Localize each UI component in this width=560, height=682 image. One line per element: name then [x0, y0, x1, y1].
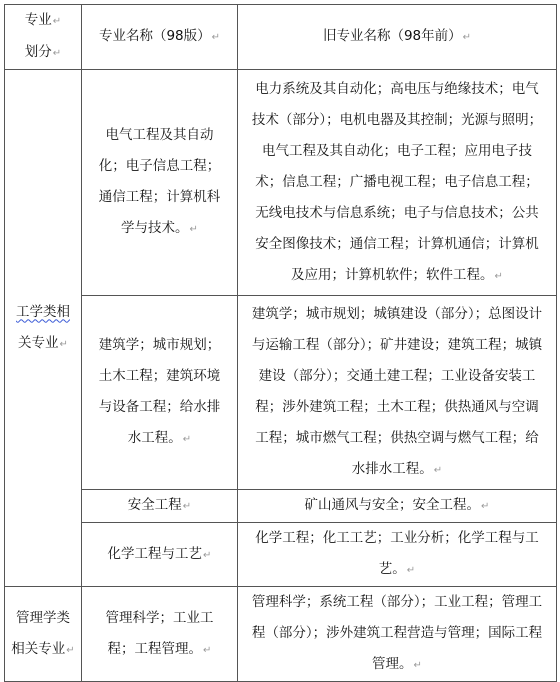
category-line: 管理学类 [16, 609, 70, 626]
text-line: 电力系统及其自动化；高电压与绝缘技术；电气 [255, 80, 539, 97]
text-line: 程；工程管理。↵ [107, 640, 212, 657]
text-line: 通信工程；计算机科 [98, 189, 221, 205]
text-line: 无线电技术与信息系统；电子与信息技术；公共 [255, 204, 539, 221]
text-line: 建设（部分）；交通土建工程；工业设备安装工 [258, 368, 536, 384]
category-line: 工学类相 [16, 303, 70, 320]
old-major-cell: 矿山通风与安全；安全工程。↵ [238, 490, 557, 523]
text-line: 程；涉外建筑工程；土木工程；供热通风与空调 [255, 399, 539, 415]
text-line: 水排水工程。↵ [351, 461, 443, 477]
new-major-cell [82, 70, 238, 296]
text-line: 艺。↵ [378, 561, 416, 577]
text-line: 程（部分）；涉外建筑工程营造与管理；国际工程 [251, 625, 543, 641]
text-line: 建筑学；城市规划； [98, 337, 221, 353]
old-major-cell [238, 296, 557, 490]
category-cell-management [5, 587, 82, 682]
text-line: 化；电子信息工程； [98, 158, 221, 174]
old-major-cell [238, 587, 557, 682]
new-major-cell: 化学工程与工艺↵ [82, 523, 238, 587]
header-category-line: 划分↵ [24, 44, 62, 60]
old-major-cell [238, 523, 557, 587]
header-new-name-cell: 专业名称（98版）↵ [82, 5, 238, 70]
major-comparison-table [4, 4, 557, 682]
text-line: 工程；城市燃气工程；供热空调与燃气工程；给 [255, 430, 539, 446]
table-row [5, 70, 557, 296]
text-line: 管理科学；系统工程（部分）；工业工程；管理工 [251, 594, 543, 610]
text-line: 电气工程及其自动化；电子工程；应用电子技 [262, 142, 532, 159]
text-line: 安全图像技术；通信工程；计算机通信；计算机 [255, 235, 539, 252]
header-row [5, 5, 557, 70]
category-line: 关专业↵ [18, 334, 68, 351]
text-line: 及应用；计算机软件；软件工程。↵ [291, 266, 503, 283]
text-line: 管理。↵ [372, 656, 422, 672]
header-category-cell [5, 5, 82, 70]
text-line: 建筑学；城市规划；城镇建设（部分）；总图设计 [251, 306, 543, 322]
category-line: 相关专业↵ [11, 640, 75, 657]
table-row [5, 587, 557, 682]
header-category-line: 专业↵ [24, 12, 62, 28]
text-line: 与运输工程（部分）；矿井建设；建筑工程；城镇 [251, 337, 543, 353]
text-line: 水工程。↵ [127, 430, 192, 446]
text-line: 术；信息工程；广播电视工程；电子信息工程； [255, 173, 539, 190]
text-line: 化学工程；化工工艺；工业分析；化学工程与工 [255, 530, 539, 546]
new-major-cell: 安全工程↵ [82, 490, 238, 523]
text-line: 学与技术。↵ [121, 220, 198, 236]
table-row [5, 296, 557, 490]
category-cell-engineering [5, 70, 82, 587]
old-major-cell [238, 70, 557, 296]
new-major-cell [82, 296, 238, 490]
table-row [5, 490, 557, 523]
table-row [5, 523, 557, 587]
header-old-name-cell: 旧专业名称（98年前）↵ [238, 5, 557, 70]
text-line: 管理科学；工业工 [105, 609, 214, 626]
text-line: 电气工程及其自动 [105, 127, 214, 143]
new-major-cell [82, 587, 238, 682]
text-line: 土木工程；建筑环境 [98, 368, 221, 384]
text-line: 技术（部分）；电机电器及其控制；光源与照明； [251, 111, 543, 128]
text-line: 与设备工程；给水排 [98, 399, 221, 415]
